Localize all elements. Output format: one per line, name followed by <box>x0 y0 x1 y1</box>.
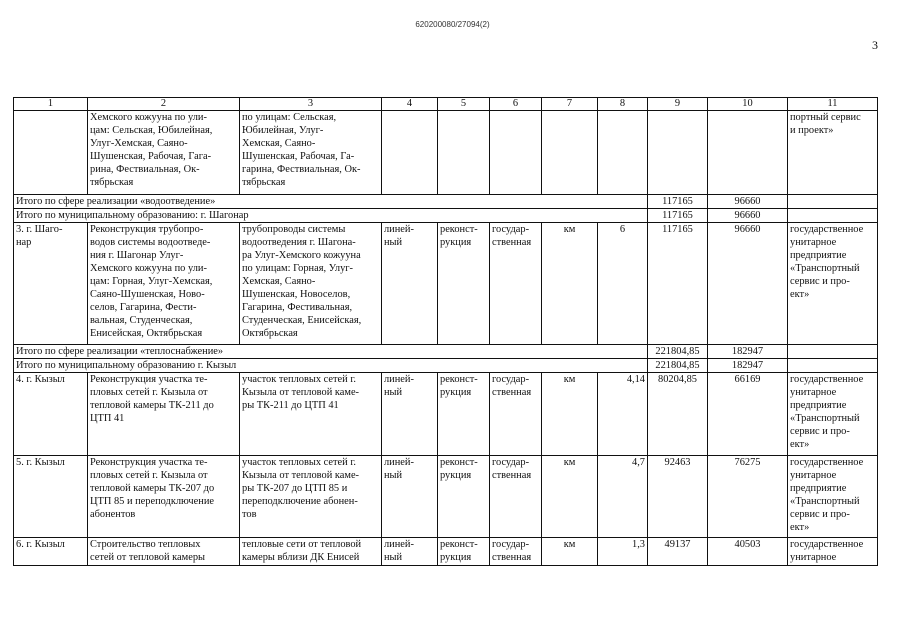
location-cell: 4. г. Кызыл <box>14 373 88 456</box>
project-name-cell: Реконструкция участка те- пловых сетей г. Кызыла от тепловой камеры ТК-207 до ЦТП 85 и переподключение абонентов <box>88 456 240 538</box>
column-number: 2 <box>88 98 240 111</box>
quantity-cell: 4,7 <box>598 456 648 538</box>
cost-cell: 96660 <box>708 223 788 345</box>
project-name-cell: Реконструкция участка те- пловых сетей г. Кызыла от тепловой камеры ТК-211 до ЦТП 41 <box>88 373 240 456</box>
column-number: 8 <box>598 98 648 111</box>
object-name-cell: участок тепловых сетей г. Кызыла от тепловой каме- ры ТК-211 до ЦТП 41 <box>240 373 382 456</box>
cost-cell: 117165 <box>648 223 708 345</box>
work-type-cell: реконст- рукция <box>438 223 490 345</box>
subtotal-label: Итого по сфере реализации «водоотведение» <box>14 195 648 209</box>
project-name-cell: Строительство тепловых сетей от тепловой камеры <box>88 538 240 566</box>
subtotal-value-10: 182947 <box>708 345 788 359</box>
location-cell: 5. г. Кызыл <box>14 456 88 538</box>
quantity-cell: 4,14 <box>598 373 648 456</box>
ownership-cell: государ- ственная <box>490 223 542 345</box>
document-id: 620200080/27094(2) <box>415 20 490 29</box>
subtotal-row <box>14 345 878 359</box>
subtotal-label: Итого по муниципальному образованию г. Кызыл <box>14 359 648 373</box>
investment-program-table <box>13 97 878 566</box>
column-number: 7 <box>542 98 598 111</box>
object-name-cell: участок тепловых сетей г. Кызыла от тепловой каме- ры ТК-207 до ЦТП 85 и переподключение абонен- тов <box>240 456 382 538</box>
project-name-cell: Реконструкция трубопро- водов системы водоотведе- ния г. Шагонар Улуг- Хемского кожууна по ули- цам: Горная, Улуг-Хемская, Саяно-Шушенская, Ново- селов, Гагарина, Фести- вальная, Студенческая, Енисейская, Октябрьская <box>88 223 240 345</box>
table-row <box>14 223 878 345</box>
unit-cell: км <box>542 538 598 566</box>
object-type-cell: линей- ный <box>382 538 438 566</box>
location-cell: 6. г. Кызыл <box>14 538 88 566</box>
operator-cell: государственное унитарное <box>788 538 878 566</box>
column-number: 10 <box>708 98 788 111</box>
ownership-cell: государ- ственная <box>490 538 542 566</box>
object-name-cell: тепловые сети от тепловой камеры вблизи ДК Енисей <box>240 538 382 566</box>
object-type-cell: линей- ный <box>382 373 438 456</box>
page-number: 3 <box>872 38 878 52</box>
location-cell: 3. г. Шаго- нар <box>14 223 88 345</box>
object-name-cell: по улицам: Сельская, Юбилейная, Улуг- Хемская, Саяно- Шушенская, Рабочая, Га- гарина, Фествиальная, Ок- тябрьская <box>240 111 382 195</box>
unit-cell: км <box>542 456 598 538</box>
table-row <box>14 373 878 456</box>
cost-cell: 40503 <box>708 538 788 566</box>
subtotal-value-9: 117165 <box>648 209 708 223</box>
object-type-cell: линей- ный <box>382 223 438 345</box>
column-number: 6 <box>490 98 542 111</box>
column-number: 1 <box>14 98 88 111</box>
column-number: 3 <box>240 98 382 111</box>
unit-cell: км <box>542 373 598 456</box>
column-number: 9 <box>648 98 708 111</box>
operator-cell: государственное унитарное предприятие «Транспортный сервис и про- ект» <box>788 373 878 456</box>
project-name-cell: Хемского кожууна по ули- цам: Сельская, Юбилейная, Улуг-Хемская, Саяно- Шушенская, Рабочая, Гага- рина, Фествиальная, Ок- тябрьская <box>88 111 240 195</box>
subtotal-row <box>14 209 878 223</box>
table-row <box>14 456 878 538</box>
subtotal-value-9: 117165 <box>648 195 708 209</box>
object-type-cell: линей- ный <box>382 456 438 538</box>
subtotal-value-10: 96660 <box>708 195 788 209</box>
subtotal-value-9: 221804,85 <box>648 345 708 359</box>
cost-cell: 80204,85 <box>648 373 708 456</box>
column-number-row <box>14 98 878 111</box>
cost-cell: 76275 <box>708 456 788 538</box>
subtotal-label: Итого по сфере реализации «теплоснабжение» <box>14 345 648 359</box>
subtotal-value-10: 96660 <box>708 209 788 223</box>
ownership-cell: государ- ственная <box>490 373 542 456</box>
cost-cell: 92463 <box>648 456 708 538</box>
column-number: 11 <box>788 98 878 111</box>
cost-cell: 66169 <box>708 373 788 456</box>
ownership-cell: государ- ственная <box>490 456 542 538</box>
work-type-cell: реконст- рукция <box>438 538 490 566</box>
work-type-cell: реконст- рукция <box>438 456 490 538</box>
column-number: 4 <box>382 98 438 111</box>
subtotal-row <box>14 195 878 209</box>
object-name-cell: трубопроводы системы водоотведения г. Шагона- ра Улуг-Хемского кожууна по улицам: Горная, Улуг- Хемская, Саяно- Шушенская, Новоселов, Гагарина, Фестивальная, Студенческая, Енисейская, Октябрьская <box>240 223 382 345</box>
operator-cell: портный сервис и проект» <box>788 111 878 195</box>
column-number: 5 <box>438 98 490 111</box>
subtotal-label: Итого по муниципальному образованию: г. Шагонар <box>14 209 648 223</box>
quantity-cell: 1,3 <box>598 538 648 566</box>
table-row-continuation <box>14 111 878 195</box>
table-row <box>14 538 878 566</box>
subtotal-value-9: 221804,85 <box>648 359 708 373</box>
subtotal-value-10: 182947 <box>708 359 788 373</box>
operator-cell: государственное унитарное предприятие «Транспортный сервис и про- ект» <box>788 456 878 538</box>
subtotal-row <box>14 359 878 373</box>
quantity-cell: 6 <box>598 223 648 345</box>
cost-cell: 49137 <box>648 538 708 566</box>
unit-cell: км <box>542 223 598 345</box>
operator-cell: государственное унитарное предприятие «Транспортный сервис и про- ект» <box>788 223 878 345</box>
work-type-cell: реконст- рукция <box>438 373 490 456</box>
